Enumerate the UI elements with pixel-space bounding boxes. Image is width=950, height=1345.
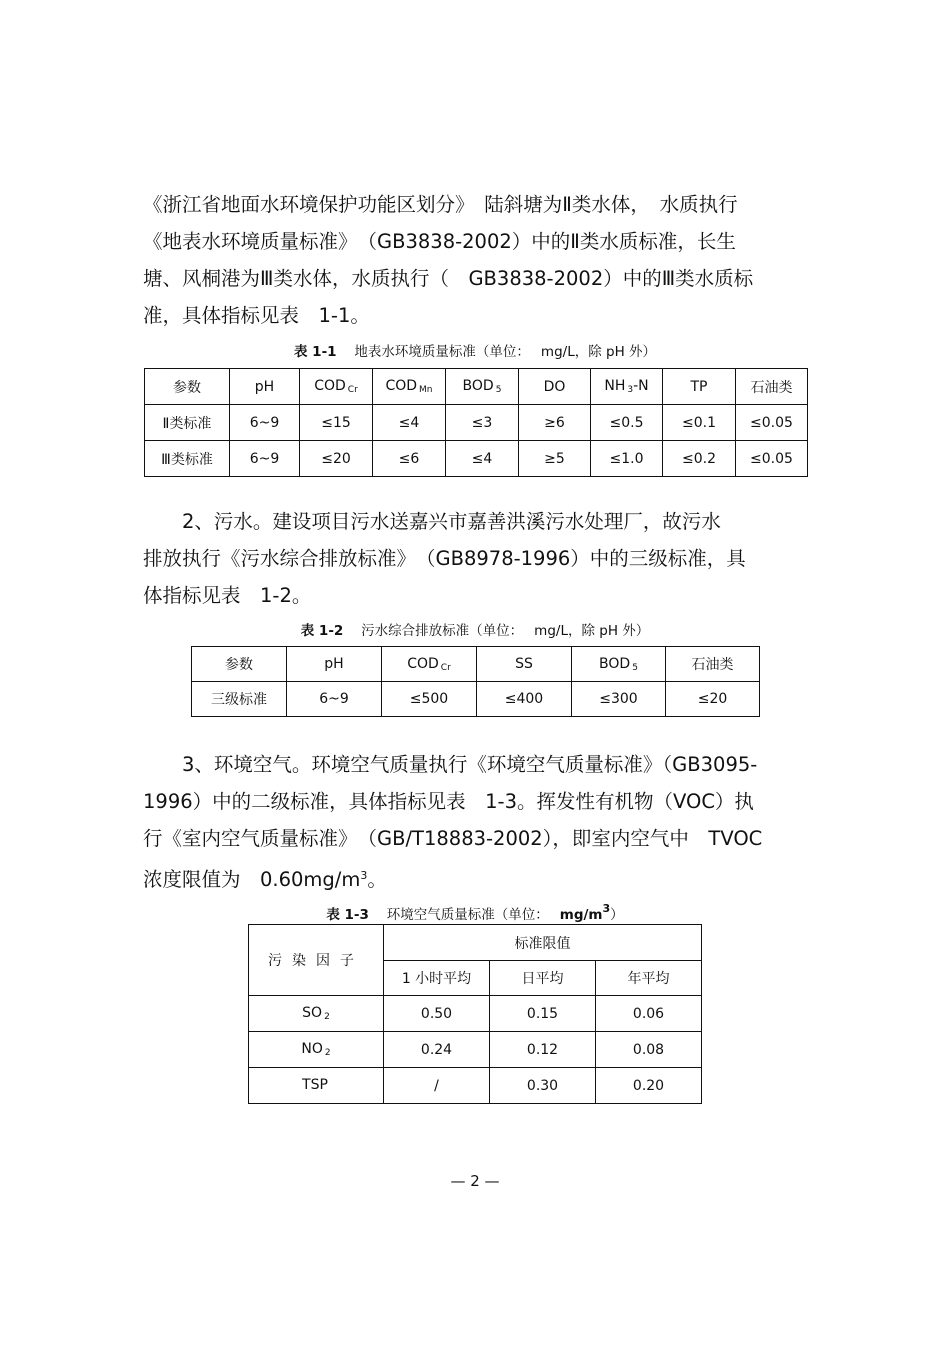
caption-unit: $mg/m^3$: [559, 902, 611, 923]
table-cell: ≤0.05: [736, 405, 808, 441]
table-1-1: [144, 368, 808, 477]
paragraph-line: 浓度限值为 $0.60mg/m^3$。: [143, 868, 387, 891]
header-cell: BOD $_5$: [446, 369, 519, 405]
header-cell: 石油类: [666, 647, 760, 682]
table-row: [145, 441, 808, 477]
paragraph-2: [143, 503, 808, 614]
caption-text: 环境空气质量标准（单位：: [386, 907, 542, 923]
header-cell: DO: [519, 369, 591, 405]
header-cell: COD $_{Cr}$: [300, 369, 373, 405]
table-cell: ≤0.5: [591, 405, 663, 441]
table-cell: ≤4: [373, 405, 446, 441]
table-cell: ≤20: [300, 441, 373, 477]
header-cell: pH: [230, 369, 300, 405]
table-1-2: [191, 646, 760, 717]
caption-label: 表 1-3: [326, 907, 369, 923]
table-cell: /: [384, 1068, 490, 1104]
header-cell: SS: [477, 647, 572, 682]
table-cell: 0.24: [384, 1032, 490, 1068]
paragraph-line: 《浙江省地面水环境保护功能区划分》 陆斜塘为Ⅱ类水体， 水质执行: [143, 193, 738, 216]
table-row: [249, 996, 702, 1032]
header-cell: 日平均: [490, 961, 596, 996]
header-cell: 参数: [145, 369, 230, 405]
table-cell: 0.12: [490, 1032, 596, 1068]
page-number: — 2 —: [450, 1172, 500, 1190]
header-cell: BOD $_5$: [572, 647, 666, 682]
caption-text: 污水综合排放标准（单位：: [361, 623, 517, 639]
table-cell: ≥5: [519, 441, 591, 477]
header-cell: 1 小时平均: [384, 961, 490, 996]
caption-unit: mg/L，除 pH 外）: [534, 623, 650, 639]
table-cell: 0.15: [490, 996, 596, 1032]
table-cell: 0.08: [596, 1032, 702, 1068]
table-cell: ≤400: [477, 682, 572, 717]
paragraph-1: [143, 186, 808, 334]
paragraph-line: 塘、风桐港为Ⅲ类水体，水质执行（ GB3838-2002）中的Ⅲ类水质标: [143, 267, 754, 290]
table-cell: 0.50: [384, 996, 490, 1032]
header-cell: TP: [663, 369, 736, 405]
table-row: [192, 682, 760, 717]
table-cell: 三级标准: [192, 682, 287, 717]
table-1-1-caption: [0, 343, 950, 361]
table-cell: 0.20: [596, 1068, 702, 1104]
paragraph-line: 排放执行《污水综合排放标准》 （GB8978-1996）中的三级标准，具: [143, 547, 746, 570]
paragraph-line: 体指标见表 1-2。: [143, 584, 312, 607]
factor-header: 污染因子: [249, 925, 384, 996]
table-cell: 6~9: [230, 405, 300, 441]
paragraph-line: 3、环境空气。环境空气质量执行《环境空气质量标准》（GB3095-: [143, 753, 758, 776]
table-cell: 0.06: [596, 996, 702, 1032]
paragraph-line: 行《室内空气质量标准》 （GB/T18883-2002），即室内空气中 TVOC: [143, 827, 763, 850]
table-cell: ≤4: [446, 441, 519, 477]
header-cell: 参数: [192, 647, 287, 682]
table-cell: ≥6: [519, 405, 591, 441]
table-cell: Ⅱ类标准: [145, 405, 230, 441]
header-cell: 石油类: [736, 369, 808, 405]
limit-header: 标准限值: [384, 925, 702, 961]
caption-label: 表 1-2: [300, 623, 344, 639]
header-cell: pH: [287, 647, 382, 682]
table-1-3: [248, 924, 702, 1104]
header-cell: COD $_{Mn}$: [373, 369, 446, 405]
table-cell: ≤0.05: [736, 441, 808, 477]
caption-close: ）: [610, 907, 624, 923]
table-cell: NO $_2$: [249, 1032, 384, 1068]
table-cell: ≤3: [446, 405, 519, 441]
table-cell: ≤6: [373, 441, 446, 477]
table-row: [145, 405, 808, 441]
table-cell: SO $_2$: [249, 996, 384, 1032]
table-cell: 6~9: [230, 441, 300, 477]
table-cell: ≤15: [300, 405, 373, 441]
table-1-2-caption: [0, 622, 950, 640]
caption-unit: mg/L，除 pH 外）: [540, 344, 657, 360]
table-row: [249, 1068, 702, 1104]
superscript: 3: [360, 869, 368, 882]
table-cell: TSP: [249, 1068, 384, 1104]
paragraph-line: 《地表水环境质量标准》 （GB3838-2002）中的Ⅱ类水质标准，长生: [143, 230, 736, 253]
table-row: [249, 1032, 702, 1068]
table-cell: ≤20: [666, 682, 760, 717]
table-cell: Ⅲ类标准: [145, 441, 230, 477]
table-cell: 0.30: [490, 1068, 596, 1104]
table-cell: 6~9: [287, 682, 382, 717]
header-cell: 年平均: [596, 961, 702, 996]
table-header-row: [145, 369, 808, 405]
table-cell: ≤0.2: [663, 441, 736, 477]
paragraph-line: 2、污水。建设项目污水送嘉兴市嘉善洪溪污水处理厂，故污水: [143, 510, 721, 533]
table-1-3-caption: [0, 900, 950, 924]
table-header-row: [192, 647, 760, 682]
table-cell: ≤300: [572, 682, 666, 717]
caption-text: 地表水环境质量标准（单位：: [354, 344, 524, 360]
paragraph-line: 准，具体指标见表 1-1。: [143, 304, 370, 327]
header-cell: NH $_3$-N: [591, 369, 663, 405]
paragraph-3: [143, 746, 808, 894]
paragraph-line: 1996）中的二级标准，具体指标见表 1-3。挥发性有机物（VOC）执: [143, 790, 754, 813]
table-cell: ≤1.0: [591, 441, 663, 477]
table-header-row: [249, 925, 702, 961]
caption-label: 表 1-1: [293, 344, 337, 360]
header-cell: COD $_{Cr}$: [382, 647, 477, 682]
table-cell: ≤500: [382, 682, 477, 717]
table-cell: ≤0.1: [663, 405, 736, 441]
